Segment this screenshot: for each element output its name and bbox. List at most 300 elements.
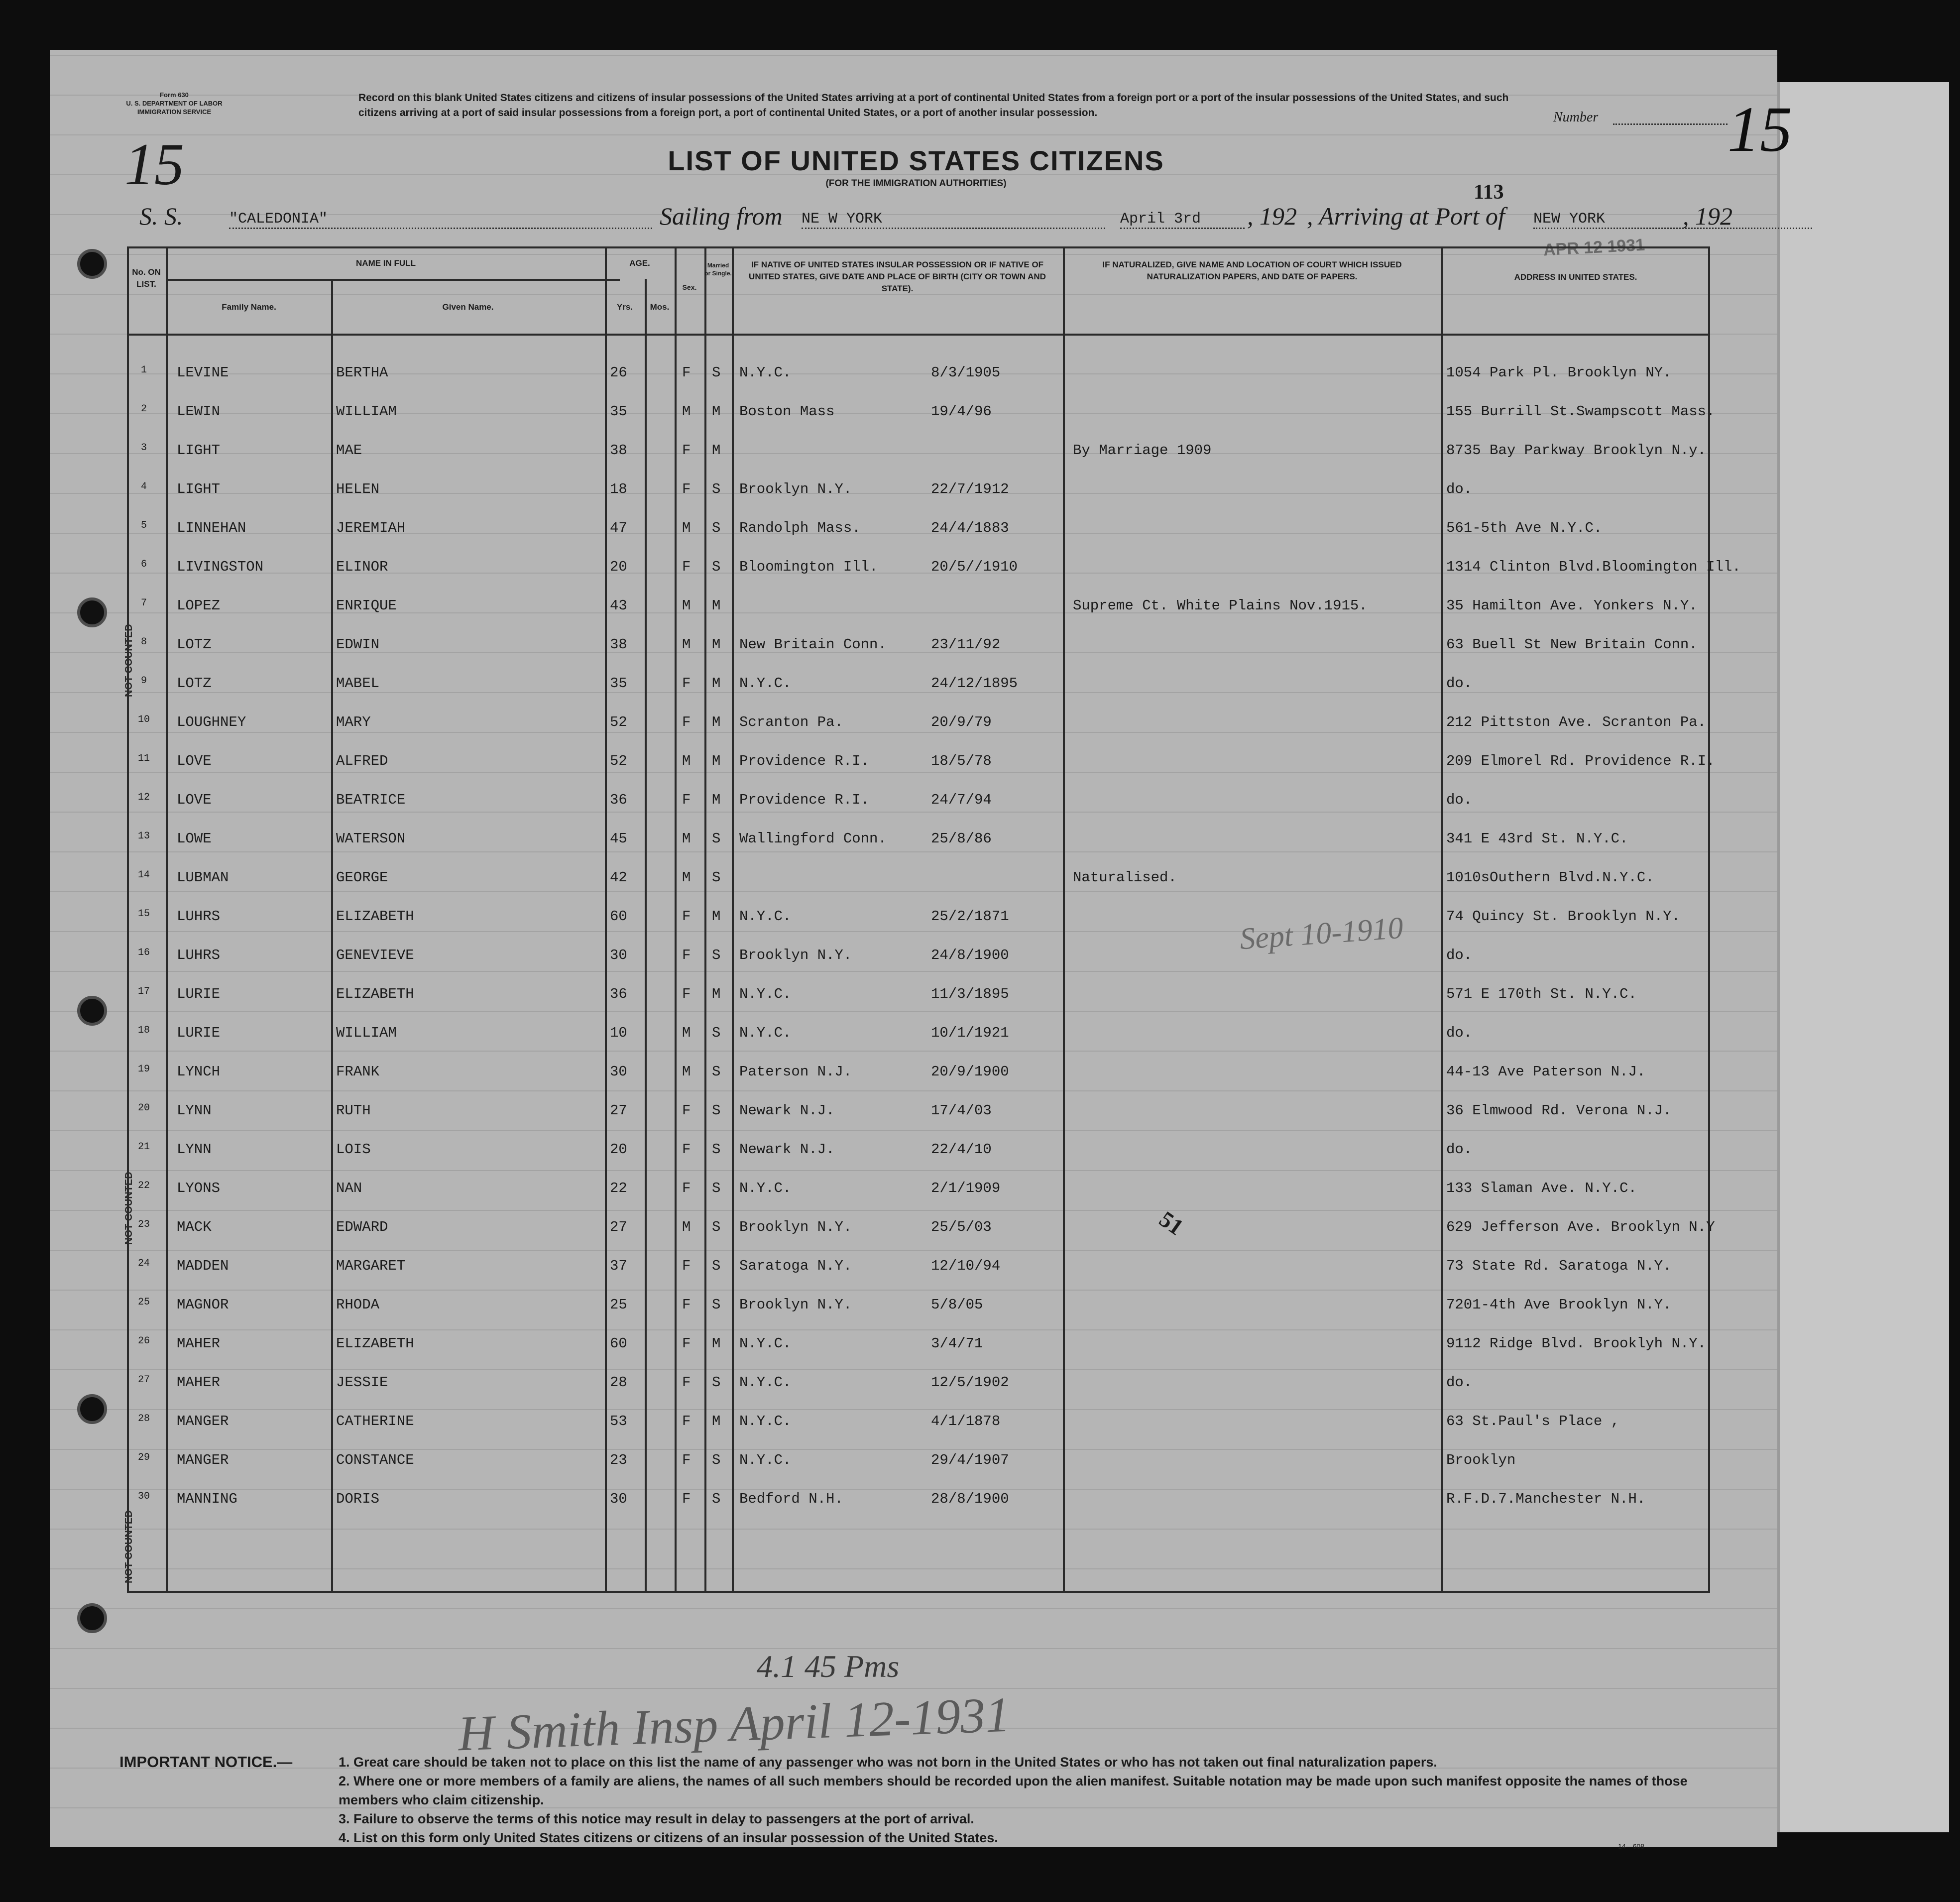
family-name: LOTZ <box>177 636 212 653</box>
age-years: 45 <box>610 831 627 847</box>
number-label: Number <box>1553 110 1599 125</box>
given-name: ALFRED <box>336 753 388 769</box>
row-number: 8 <box>140 636 147 648</box>
birth-place: Newark N.J. <box>739 1102 835 1119</box>
age-years: 43 <box>610 597 627 614</box>
given-name: WILLIAM <box>336 403 397 420</box>
row-number: 13 <box>137 831 150 842</box>
table-row <box>127 1130 1710 1169</box>
sex: M <box>682 753 691 769</box>
sex: M <box>682 636 691 653</box>
page-title: LIST OF UNITED STATES CITIZENS <box>668 145 1164 176</box>
row-number: 18 <box>137 1025 150 1036</box>
sex: F <box>682 1102 691 1119</box>
birth-place: N.Y.C. <box>739 908 792 925</box>
us-address: 1054 Park Pl. Brooklyn NY. <box>1446 364 1672 381</box>
row-number: 25 <box>137 1297 150 1308</box>
family-name: LIGHT <box>177 481 221 497</box>
table-row <box>127 1286 1710 1324</box>
name-subheader-line <box>167 279 620 281</box>
family-name: LOTZ <box>177 675 212 692</box>
birth-date: 22/7/1912 <box>931 481 1009 497</box>
age-years: 42 <box>610 869 627 886</box>
row-number: 19 <box>137 1064 150 1075</box>
family-name: LOUGHNEY <box>177 714 246 730</box>
age-years: 18 <box>610 481 627 497</box>
birth-date: 12/10/94 <box>931 1258 1001 1274</box>
col-header-given: Given Name. <box>442 302 494 312</box>
given-name: MAE <box>336 442 362 459</box>
us-address: 7201-4th Ave Brooklyn N.Y. <box>1446 1297 1672 1313</box>
row-number: 7 <box>140 597 147 609</box>
marital-status: M <box>712 442 721 459</box>
table-row <box>127 781 1710 820</box>
us-address: 44-13 Ave Paterson N.J. <box>1446 1064 1646 1080</box>
age-years: 47 <box>610 520 627 536</box>
table-row <box>127 470 1710 509</box>
stamp-51: 51 <box>1154 1206 1188 1240</box>
naturalization-info: Supreme Ct. White Plains Nov.1915. <box>1073 597 1368 614</box>
birth-date: 8/3/1905 <box>931 364 1001 381</box>
handwritten-naturalised-date: Sept 10-1910 <box>1238 911 1404 956</box>
row-number: 14 <box>137 869 150 881</box>
age-years: 36 <box>610 986 627 1002</box>
birth-place: Brooklyn N.Y. <box>739 1297 852 1313</box>
age-years: 28 <box>610 1374 627 1391</box>
given-name: CATHERINE <box>336 1413 414 1429</box>
sex: M <box>682 831 691 847</box>
table-row <box>127 703 1710 742</box>
age-years: 38 <box>610 636 627 653</box>
us-address: R.F.D.7.Manchester N.H. <box>1446 1491 1646 1507</box>
ship-name: "CALEDONIA" <box>229 211 652 229</box>
birth-date: 24/7/94 <box>931 792 992 808</box>
binder-hole <box>77 1603 107 1633</box>
age-years: 27 <box>610 1102 627 1119</box>
table-row <box>127 1053 1710 1091</box>
department-name: U. S. DEPARTMENT OF LABOR <box>126 100 223 107</box>
age-years: 25 <box>610 1297 627 1313</box>
us-address: do. <box>1446 481 1473 497</box>
us-address: 133 Slaman Ave. N.Y.C. <box>1446 1180 1637 1196</box>
birth-date: 24/12/1895 <box>931 675 1018 692</box>
binder-hole <box>77 249 107 279</box>
birth-date: 22/4/10 <box>931 1141 992 1158</box>
table-row <box>127 1091 1710 1130</box>
row-number: 23 <box>137 1219 150 1230</box>
age-years: 35 <box>610 403 627 420</box>
form-identifier <box>90 91 259 116</box>
arrival-port: NEW YORK <box>1533 211 1812 229</box>
marital-status: S <box>712 947 721 963</box>
col-header-yrs: Yrs. <box>616 302 633 312</box>
service-name: IMMIGRATION SERVICE <box>137 108 212 116</box>
birth-date: 23/11/92 <box>931 636 1001 653</box>
notice-item: 2. Where one or more members of a family are aliens, the names of all such members should be recorded upon the alien manifest. Suitable notation may be made upon such manifest opposite the names of those members who claim citizenship. <box>339 1774 1688 1807</box>
sex: M <box>682 1219 691 1235</box>
sex: F <box>682 1180 691 1196</box>
marital-status: M <box>712 908 721 925</box>
birth-place: Providence R.I. <box>739 792 870 808</box>
col-header-sex: Sex. <box>682 283 697 291</box>
table-row <box>127 664 1710 703</box>
given-name: DORIS <box>336 1491 380 1507</box>
sex: F <box>682 675 691 692</box>
us-address: do. <box>1446 675 1473 692</box>
margin-stamp-not-counted: NOT COUNTED <box>123 624 134 697</box>
birth-date: 25/5/03 <box>931 1219 992 1235</box>
notice-item: 4. List on this form only United States citizens or citizens of an insular possession of the United States. <box>339 1830 998 1845</box>
table-row <box>127 354 1710 392</box>
birth-date: 10/1/1921 <box>931 1025 1009 1041</box>
naturalization-info: Naturalised. <box>1073 869 1177 886</box>
row-number: 21 <box>137 1141 150 1153</box>
birth-place: New Britain Conn. <box>739 636 887 653</box>
table-row <box>127 1402 1710 1441</box>
family-name: MADDEN <box>177 1258 229 1274</box>
us-address: 9112 Ridge Blvd. Brooklyh N.Y. <box>1446 1335 1707 1352</box>
age-years: 52 <box>610 753 627 769</box>
table-row <box>127 431 1710 470</box>
us-address: 73 State Rd. Saratoga N.Y. <box>1446 1258 1672 1274</box>
table-row <box>127 509 1710 548</box>
marital-status: S <box>712 1219 721 1235</box>
family-name: LEWIN <box>177 403 221 420</box>
sex: M <box>682 1064 691 1080</box>
row-number: 10 <box>137 714 150 725</box>
row-number: 5 <box>140 520 147 531</box>
table-row <box>127 1014 1710 1053</box>
family-name: LIVINGSTON <box>177 559 264 575</box>
row-number: 1 <box>140 364 147 376</box>
us-address: 63 Buell St New Britain Conn. <box>1446 636 1698 653</box>
age-years: 38 <box>610 442 627 459</box>
year-2: , 192 <box>1683 202 1732 230</box>
given-name: ELIZABETH <box>336 908 414 925</box>
given-name: JESSIE <box>336 1374 388 1391</box>
table-row <box>127 936 1710 975</box>
birth-date: 17/4/03 <box>931 1102 992 1119</box>
birth-place: N.Y.C. <box>739 1413 792 1429</box>
birth-place: N.Y.C. <box>739 1335 792 1352</box>
form-code: 14—608 <box>1618 1842 1644 1850</box>
us-address: 35 Hamilton Ave. Yonkers N.Y. <box>1446 597 1698 614</box>
marital-status: S <box>712 1102 721 1119</box>
sex: F <box>682 559 691 575</box>
us-address: 36 Elmwood Rd. Verona N.J. <box>1446 1102 1672 1119</box>
sex: F <box>682 1452 691 1468</box>
birth-date: 20/9/79 <box>931 714 992 730</box>
sex: F <box>682 481 691 497</box>
back-sheet <box>1775 82 1949 1832</box>
row-number: 17 <box>137 986 150 997</box>
marital-status: S <box>712 559 721 575</box>
marital-status: M <box>712 1335 721 1352</box>
marital-status: S <box>712 1297 721 1313</box>
us-address: 212 Pittston Ave. Scranton Pa. <box>1446 714 1707 730</box>
marital-status: S <box>712 520 721 536</box>
age-years: 53 <box>610 1413 627 1429</box>
us-address: do. <box>1446 1374 1473 1391</box>
birth-date: 12/5/1902 <box>931 1374 1009 1391</box>
table-row <box>127 897 1710 936</box>
us-address: 1010sOuthern Blvd.N.Y.C. <box>1446 869 1654 886</box>
given-name: CONSTANCE <box>336 1452 414 1468</box>
us-address: 63 St.Paul's Place , <box>1446 1413 1620 1429</box>
row-number: 20 <box>137 1102 150 1114</box>
notice-title: IMPORTANT NOTICE.— <box>119 1753 293 1771</box>
given-name: ELINOR <box>336 559 388 575</box>
family-name: LOVE <box>177 792 212 808</box>
manifest-page <box>50 50 1792 1850</box>
notice-item: 3. Failure to observe the terms of this notice may result in delay to passengers at the port of arrival. <box>339 1811 974 1826</box>
birth-date: 24/4/1883 <box>931 520 1009 536</box>
form-number: Form 630 <box>160 91 189 99</box>
birth-place: N.Y.C. <box>739 675 792 692</box>
sail-date: April 3rd <box>1120 211 1245 229</box>
sex: F <box>682 986 691 1002</box>
family-name: LOPEZ <box>177 597 221 614</box>
marital-status: S <box>712 1374 721 1391</box>
family-name: LUHRS <box>177 908 221 925</box>
row-number: 27 <box>137 1374 150 1386</box>
table-row <box>127 548 1741 587</box>
age-years: 37 <box>610 1258 627 1274</box>
birth-place: N.Y.C. <box>739 986 792 1002</box>
naturalization-info: By Marriage 1909 <box>1073 442 1212 459</box>
col-header-marital: Married or Single. <box>704 262 732 277</box>
passenger-table <box>127 246 1741 1591</box>
given-name: EDWIN <box>336 636 380 653</box>
marital-status: S <box>712 831 721 847</box>
age-years: 60 <box>610 908 627 925</box>
given-name: WILLIAM <box>336 1025 397 1041</box>
table-row <box>127 820 1710 858</box>
birth-date: 3/4/71 <box>931 1335 983 1352</box>
age-years: 52 <box>610 714 627 730</box>
sex: F <box>682 1141 691 1158</box>
row-number: 16 <box>137 947 150 958</box>
family-name: LEVINE <box>177 364 229 381</box>
marital-status: S <box>712 1452 721 1468</box>
birth-date: 19/4/96 <box>931 403 992 420</box>
row-number: 4 <box>140 481 147 492</box>
family-name: MAHER <box>177 1335 221 1352</box>
marital-status: M <box>712 986 721 1002</box>
birth-place: N.Y.C. <box>739 1025 792 1041</box>
family-name: MAGNOR <box>177 1297 229 1313</box>
family-name: LUBMAN <box>177 869 229 886</box>
us-address: 561-5th Ave N.Y.C. <box>1446 520 1603 536</box>
given-name: GEORGE <box>336 869 388 886</box>
birth-place: N.Y.C. <box>739 1374 792 1391</box>
table-row <box>127 392 1715 431</box>
given-name: NAN <box>336 1180 362 1196</box>
family-name: MANGER <box>177 1413 229 1429</box>
age-years: 22 <box>610 1180 627 1196</box>
birth-date: 2/1/1909 <box>931 1180 1001 1196</box>
corner-handwritten-number: 15 <box>124 131 184 197</box>
age-years: 60 <box>610 1335 627 1352</box>
given-name: EDWARD <box>336 1219 388 1235</box>
col-header-no: No. ON LIST. <box>132 267 161 289</box>
table-row <box>127 587 1710 625</box>
sex: F <box>682 947 691 963</box>
marital-status: S <box>712 1064 721 1080</box>
marital-status: S <box>712 1491 721 1507</box>
birth-date: 29/4/1907 <box>931 1452 1009 1468</box>
marital-status: S <box>712 1180 721 1196</box>
birth-date: 24/8/1900 <box>931 947 1009 963</box>
sex: M <box>682 403 691 420</box>
us-address: Brooklyn <box>1446 1452 1516 1468</box>
age-years: 20 <box>610 559 627 575</box>
given-name: JEREMIAH <box>336 520 406 536</box>
marital-status: S <box>712 481 721 497</box>
sex: F <box>682 1374 691 1391</box>
birth-place: Providence R.I. <box>739 753 870 769</box>
sex: F <box>682 1491 691 1507</box>
year-1: , 192 <box>1247 202 1297 230</box>
arrival-date-stamp: APR 12 1931 <box>1543 235 1645 260</box>
row-number: 15 <box>137 908 150 920</box>
form-instructions: Record on this blank United States citizens and citizens of insular possessions of the United States arriving at a port of continental United States from a foreign port or a port of the insular possessions of the United States, and such citizens arriving at a port of said insular possessions from a foreign port, a port of continental United States, or a port of another insular possession. <box>358 92 1509 119</box>
table-row <box>127 858 1710 897</box>
table-row <box>127 1169 1710 1208</box>
given-name: HELEN <box>336 481 380 497</box>
marital-status: M <box>712 675 721 692</box>
given-name: GENEVIEVE <box>336 947 414 963</box>
table-row <box>127 1363 1710 1402</box>
row-number: 6 <box>140 559 147 570</box>
birth-date: 20/5//1910 <box>931 559 1018 575</box>
given-name: RHODA <box>336 1297 380 1313</box>
table-row <box>127 1480 1710 1519</box>
binder-hole <box>77 1394 107 1424</box>
margin-stamp-not-counted: NOT COUNTED <box>123 1172 134 1245</box>
ss-label: S. S. <box>139 202 183 230</box>
sex: M <box>682 520 691 536</box>
birth-date: 20/9/1900 <box>931 1064 1009 1080</box>
sex: M <box>682 1025 691 1041</box>
row-number: 11 <box>137 753 150 764</box>
sex: F <box>682 1335 691 1352</box>
us-address: do. <box>1446 792 1473 808</box>
table-row <box>127 1441 1710 1480</box>
sex: F <box>682 908 691 925</box>
col-header-address: ADDRESS IN UNITED STATES. <box>1514 272 1637 282</box>
us-address: 571 E 170th St. N.Y.C. <box>1446 986 1637 1002</box>
family-name: MANNING <box>177 1491 237 1507</box>
sex: F <box>682 364 691 381</box>
row-number: 22 <box>137 1180 150 1191</box>
col-header-birth: IF NATIVE OF UNITED STATES INSULAR POSSESSION OR IF NATIVE OF UNITED STATES, GIVE DATE AND PLACE OF BIRTH (CITY OR TOWN AND STATE). <box>749 260 1046 293</box>
sex: F <box>682 1258 691 1274</box>
birth-place: N.Y.C. <box>739 1180 792 1196</box>
sex: M <box>682 597 691 614</box>
row-number: 12 <box>137 792 150 803</box>
birth-place: Brooklyn N.Y. <box>739 481 852 497</box>
us-address: 8735 Bay Parkway Brooklyn N.y. <box>1446 442 1707 459</box>
page-subtitle: (FOR THE IMMIGRATION AUTHORITIES) <box>825 178 1007 189</box>
birth-date: 18/5/78 <box>931 753 992 769</box>
sex: F <box>682 792 691 808</box>
age-years: 10 <box>610 1025 627 1041</box>
marital-status: S <box>712 869 721 886</box>
col-header-family: Family Name. <box>222 302 276 312</box>
arriving-label: , Arriving at Port of <box>1307 202 1505 230</box>
given-name: RUTH <box>336 1102 371 1119</box>
us-address: 209 Elmorel Rd. Providence R.I. <box>1446 753 1715 769</box>
table-row <box>127 625 1710 664</box>
birth-place: Brooklyn N.Y. <box>739 1219 852 1235</box>
birth-date: 4/1/1878 <box>931 1413 1001 1429</box>
notice-item: 1. Great care should be taken not to place on this list the name of any passenger who was not born in the United States or who has not taken out final naturalization papers. <box>339 1755 1437 1770</box>
birth-place: Scranton Pa. <box>739 714 843 730</box>
given-name: LOIS <box>336 1141 371 1158</box>
pencil-note: 4.1 45 Pms <box>757 1649 900 1684</box>
sex: M <box>682 869 691 886</box>
sailing-port: NE W YORK <box>802 211 1105 229</box>
age-years: 30 <box>610 1064 627 1080</box>
birth-place: Randolph Mass. <box>739 520 861 536</box>
age-years: 36 <box>610 792 627 808</box>
number-line <box>1613 123 1728 125</box>
row-number: 3 <box>140 442 147 454</box>
stamp-number: 113 <box>1474 181 1504 204</box>
us-address: 629 Jefferson Ave. Brooklyn N.Y <box>1446 1219 1715 1235</box>
marital-status: S <box>712 1258 721 1274</box>
given-name: FRANK <box>336 1064 380 1080</box>
age-years: 30 <box>610 947 627 963</box>
family-name: MACK <box>177 1219 212 1235</box>
col-header-name: NAME IN FULL <box>356 258 416 268</box>
us-address: do. <box>1446 1141 1473 1158</box>
us-address: do. <box>1446 1025 1473 1041</box>
birth-place: N.Y.C. <box>739 364 792 381</box>
number-value: 15 <box>1728 94 1792 165</box>
given-name: ELIZABETH <box>336 1335 414 1352</box>
family-name: MAHER <box>177 1374 221 1391</box>
margin-stamp-not-counted: NOT COUNTED <box>123 1510 134 1583</box>
family-name: LYNN <box>177 1141 212 1158</box>
family-name: LYNCH <box>177 1064 221 1080</box>
family-name: LOWE <box>177 831 212 847</box>
row-number: 9 <box>140 675 147 687</box>
table-row <box>127 1208 1715 1247</box>
notice-list <box>339 1753 1708 1847</box>
inspector-signature: H Smith Insp April 12-1931 <box>457 1686 1011 1762</box>
row-number: 2 <box>140 403 147 415</box>
sailing-label: Sailing from <box>660 202 783 230</box>
table-border <box>127 246 1710 248</box>
table-row <box>127 975 1710 1014</box>
birth-place: Saratoga N.Y. <box>739 1258 852 1274</box>
birth-place: Brooklyn N.Y. <box>739 947 852 963</box>
birth-place: Newark N.J. <box>739 1141 835 1158</box>
birth-place: N.Y.C. <box>739 1452 792 1468</box>
given-name: MARGARET <box>336 1258 406 1274</box>
marital-status: M <box>712 597 721 614</box>
given-name: BEATRICE <box>336 792 406 808</box>
us-address: 74 Quincy St. Brooklyn N.Y. <box>1446 908 1680 925</box>
row-number: 29 <box>137 1452 150 1463</box>
table-border <box>127 1591 1710 1593</box>
header-divider <box>127 334 1710 336</box>
row-number: 26 <box>137 1335 150 1347</box>
sex: F <box>682 442 691 459</box>
voyage-line <box>139 202 1747 241</box>
